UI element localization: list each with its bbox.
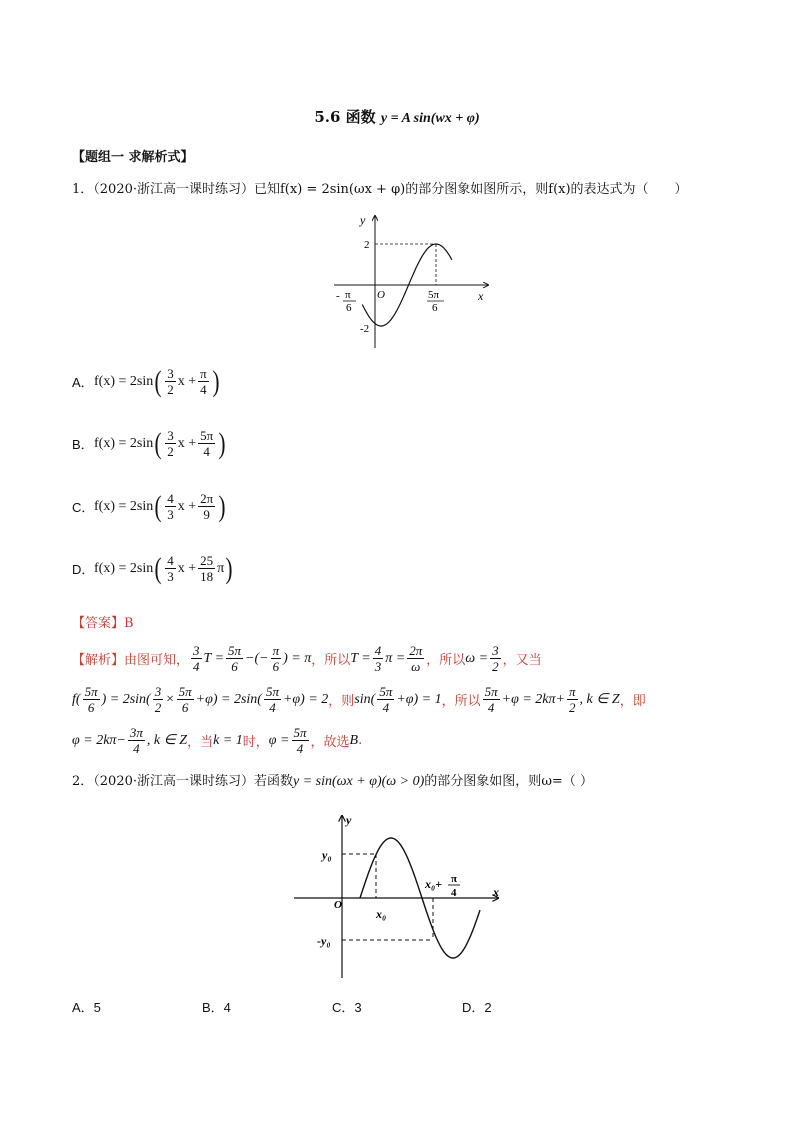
solution-math-period: $\frac{3}{4}$ T = $\frac{5\pi}{6}$ −(− $\frac{\pi}{6}$ ) = π bbox=[193, 643, 312, 674]
solution-text-2: ，所以 bbox=[311, 653, 351, 668]
option-phase-den: 18 bbox=[200, 569, 214, 584]
option-label: D． bbox=[72, 562, 95, 577]
q1-answer: 【答案】B bbox=[72, 616, 134, 631]
q2-neg-y0-label: -y₀ bbox=[317, 934, 331, 948]
q1-source: （2020·浙江高一课时练习） bbox=[93, 182, 254, 197]
option-phase-den: 4 bbox=[200, 382, 207, 397]
option-coef-num: 4 bbox=[167, 491, 174, 506]
page-title bbox=[0, 106, 794, 127]
q1-y-tick-bottom: -2 bbox=[360, 323, 370, 335]
option-phase-num: 5π bbox=[200, 428, 214, 443]
option-mid: x + bbox=[177, 498, 197, 514]
solution-text-8: ，当 bbox=[187, 735, 214, 750]
q1-number: 1． bbox=[72, 182, 94, 197]
q1-y-label: y bbox=[360, 213, 366, 227]
solution-math-phi3: φ = $\frac{5\pi}{4}$ bbox=[268, 725, 307, 756]
solution-choice: B bbox=[349, 732, 359, 748]
solution-math-phi: $\frac{5\pi}{4}$ +φ = 2kπ+ $\frac{\pi}{2}$ , k ∈ Z bbox=[484, 684, 620, 715]
q2-option-d[interactable]: D．2 bbox=[462, 1000, 492, 1015]
option-coef-den: 2 bbox=[167, 382, 174, 397]
q2-y-label: y bbox=[346, 813, 352, 827]
q2-pi-den: 4 bbox=[451, 887, 457, 899]
option-expression: f(x) = 2sin ( $\frac{3}{2}$ x + $\frac{\pi}{4}$ ) bbox=[94, 364, 220, 398]
q1-sine-graph bbox=[330, 210, 500, 352]
solution-text-9: 时， bbox=[242, 735, 269, 750]
option-label: C． bbox=[72, 500, 95, 515]
solution-math-phi2: φ = 2kπ− $\frac{3\pi}{4}$ , k ∈ Z bbox=[72, 725, 188, 756]
q2-text-c: ω=（ ） bbox=[541, 774, 593, 789]
option-phase-num: 2π bbox=[200, 491, 214, 506]
q2-text-b: 的部分图象如图，则 bbox=[424, 774, 542, 789]
q1-text: 已知f(x) = 2sin(ωx + φ)的部分图象如图所示，则f(x)的表达式为（ ） bbox=[254, 182, 688, 197]
q2-x0-plus-label: x₀+ bbox=[425, 877, 443, 891]
option-coef-den: 3 bbox=[167, 507, 174, 522]
q2-origin-label: O bbox=[334, 899, 342, 911]
option-phase-num: π bbox=[200, 366, 207, 381]
option-coef-num: 3 bbox=[167, 428, 174, 443]
option-tail: π bbox=[217, 560, 225, 576]
solution-math-T: T = $\frac{4}{3}$ π = $\frac{2\pi}{\omega}$ bbox=[350, 643, 423, 674]
solution-tag: 【解析】 bbox=[72, 653, 125, 668]
q1-option-b[interactable] bbox=[72, 428, 227, 459]
solution-math-omega: ω = $\frac{3}{2}$ bbox=[465, 643, 499, 674]
option-lhs: f(x) = 2sin bbox=[94, 373, 154, 389]
q1-y-tick-top: 2 bbox=[364, 239, 370, 251]
q1-solution-line-3 bbox=[72, 725, 362, 756]
option-label: A． bbox=[72, 375, 94, 390]
q2-pi-num: π bbox=[451, 873, 458, 885]
option-lhs: f(x) = 2sin bbox=[94, 560, 154, 576]
option-mid: x + bbox=[177, 373, 197, 389]
solution-dot: . bbox=[358, 733, 363, 748]
option-mid: x + bbox=[177, 560, 197, 576]
q2-option-c[interactable]: C．3 bbox=[332, 1000, 362, 1015]
option-expression: f(x) = 2sin ( $\frac{3}{2}$ x + $\frac{5\pi}{4}$ ) bbox=[94, 426, 226, 460]
q2-source: （2020·浙江高一课时练习） bbox=[93, 774, 254, 789]
option-coef-den: 2 bbox=[167, 444, 174, 459]
solution-text-6: ，所以 bbox=[441, 694, 481, 709]
option-coef-num: 4 bbox=[167, 553, 174, 568]
option-phase-num: 25 bbox=[200, 553, 214, 568]
option-lhs: f(x) = 2sin bbox=[94, 435, 154, 451]
q1-x-tick-right-den: 6 bbox=[432, 302, 438, 314]
q2-text-a: 若函数 bbox=[254, 774, 294, 789]
option-mid: x + bbox=[177, 435, 197, 451]
q1-x-label: x bbox=[478, 289, 484, 303]
q2-y0-label: y₀ bbox=[322, 848, 332, 862]
q1-x-tick-left-den: 6 bbox=[346, 302, 352, 314]
option-coef-num: 3 bbox=[167, 366, 174, 381]
q2-option-b[interactable]: B．4 bbox=[202, 1000, 231, 1015]
option-coef-den: 3 bbox=[167, 569, 174, 584]
title-formula: y = A sin(wx + φ) bbox=[380, 111, 480, 126]
title-prefix: 5.6 函数 bbox=[314, 108, 376, 126]
solution-text-5: ，则 bbox=[328, 694, 355, 709]
q2-option-a[interactable]: A．5 bbox=[72, 1000, 101, 1015]
q1-solution-line-1 bbox=[72, 643, 542, 674]
option-expression: f(x) = 2sin ( $\frac{4}{3}$ x + $\frac{25}{18}$ π ) bbox=[94, 551, 233, 585]
option-label: B． bbox=[72, 437, 94, 452]
solution-text-3: ，所以 bbox=[426, 653, 466, 668]
solution-math-f: f( $\frac{5\pi}{6}$ ) = 2sin( $\frac{3}{2}$ × $\frac{5\pi}{6}$ +φ) = 2sin( $\frac{5\pi}{4}$ +φ) = 2 bbox=[72, 684, 329, 715]
solution-text-10: ，故选 bbox=[310, 735, 350, 750]
option-phase-den: 9 bbox=[203, 507, 210, 522]
option-lhs: f(x) = 2sin bbox=[94, 498, 154, 514]
q1-x-tick-left-sign: - bbox=[336, 290, 340, 302]
q1-x-tick-left-num: π bbox=[345, 289, 351, 301]
solution-k: k = 1 bbox=[213, 732, 243, 748]
q2-sine-graph bbox=[290, 812, 510, 982]
q2-x0-label: x₀ bbox=[376, 907, 387, 921]
q2-options bbox=[72, 997, 592, 1016]
solution-text-1: 由图可知， bbox=[124, 653, 190, 668]
q1-solution-line-2 bbox=[72, 684, 646, 715]
question-2-stem bbox=[72, 772, 593, 792]
group-label: 【题组一 求解析式】 bbox=[72, 150, 194, 165]
q2-formula: y = sin(ωx + φ)(ω > 0) bbox=[293, 774, 425, 789]
option-phase-den: 4 bbox=[203, 444, 210, 459]
solution-math-sin: sin( $\frac{5\pi}{4}$ +φ) = 1 bbox=[354, 684, 442, 715]
q1-option-a[interactable] bbox=[72, 366, 221, 397]
q1-x-tick-right-num: 5π bbox=[428, 289, 440, 301]
q2-number: 2． bbox=[72, 774, 94, 789]
solution-text-7: ，即 bbox=[619, 694, 646, 709]
q1-origin-label: O bbox=[377, 289, 385, 301]
q1-option-d[interactable] bbox=[72, 553, 234, 584]
option-expression: f(x) = 2sin ( $\frac{4}{3}$ x + $\frac{2\pi}{9}$ ) bbox=[94, 489, 226, 523]
question-1-stem bbox=[72, 180, 688, 200]
q2-x-label: x bbox=[493, 885, 499, 899]
solution-text-4: ，又当 bbox=[502, 653, 542, 668]
q1-option-c[interactable] bbox=[72, 491, 227, 522]
